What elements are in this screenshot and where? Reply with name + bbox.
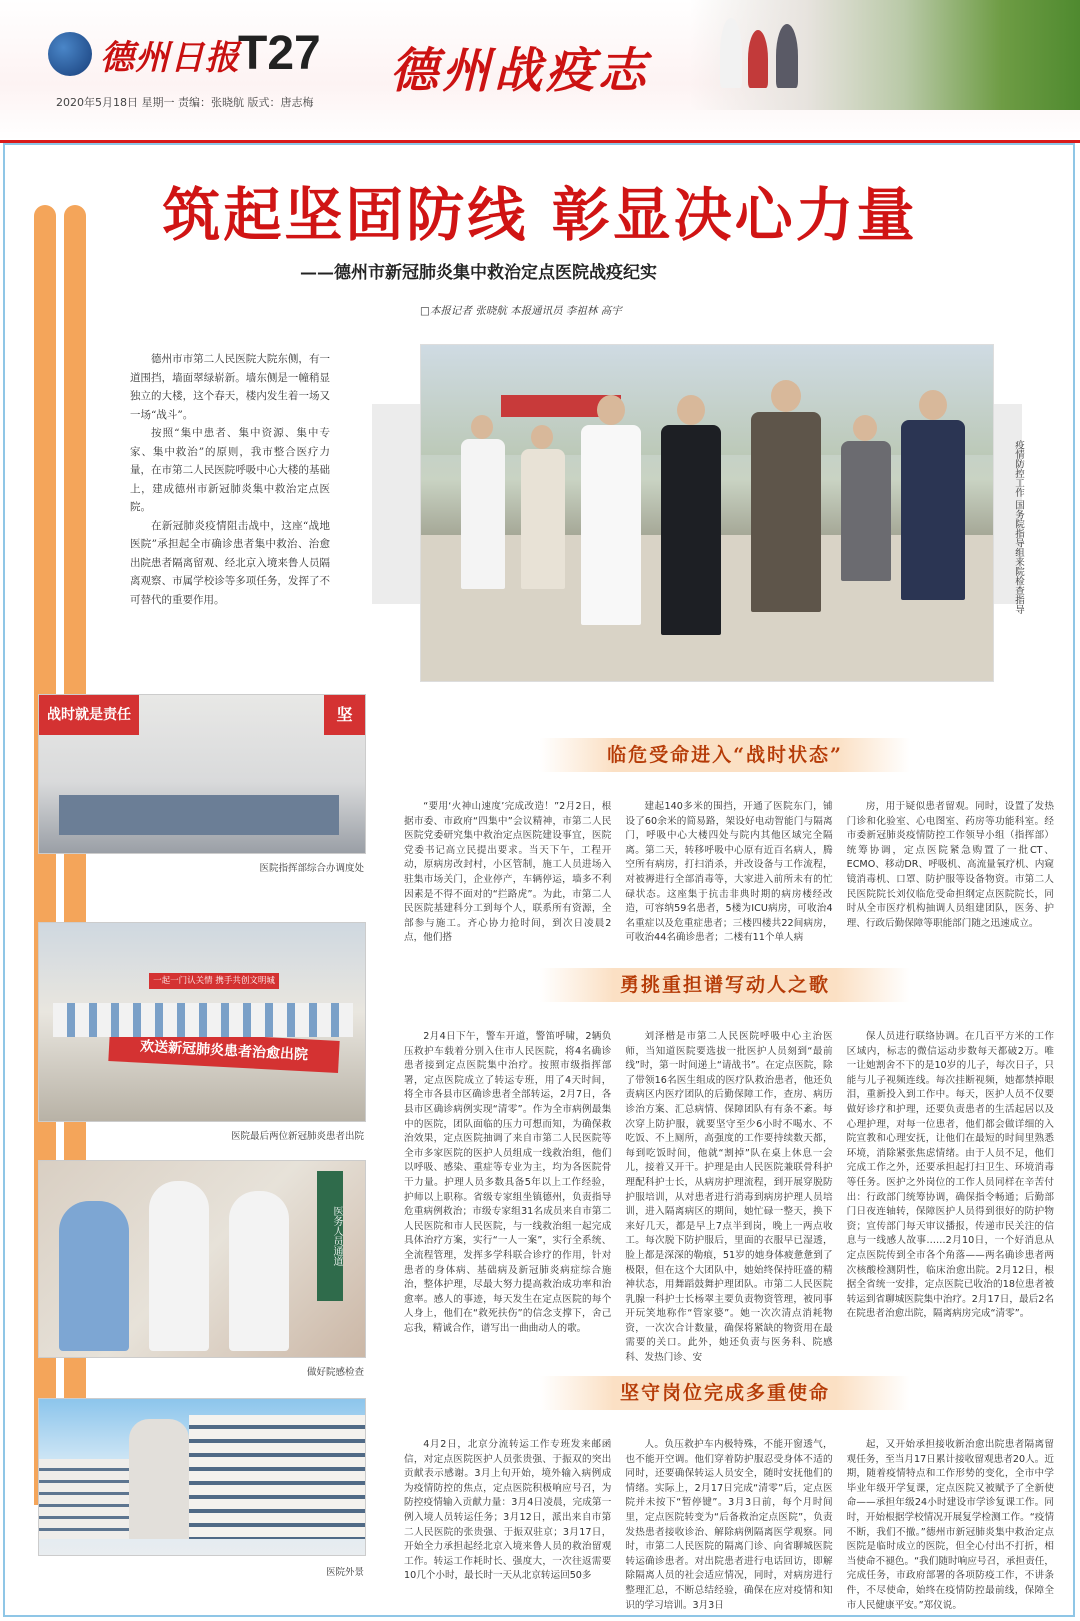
photo-banner: 坚: [324, 695, 365, 735]
body-paragraph: 人。负压救护车内极特殊，不能开窗透气，也不能开空调。他们穿着防护服忍受身体不适的同时，还要确保转运人员安全，随时安抚他们的情绪。实际上，2月17日完成“清零”后，定点医院并未按下“暂停键”。3月3日前，每个月时间里，定点医院转变为“后备救治定点医院”，负责发热患者接收诊治、解除病例隔离医学观察。同时，市第二人民医院的隔离门诊、向省聊城医院转运确诊患者。对出院患者进行电话回访，即解除隔离人员的社会适应情况，同时，对病房进行整理汇总，不断总结经验，确保在应对疫情和知识的学习培训。3月3日: [625, 1439, 833, 1611]
body-paragraph: 2月4日下午，警车开道，警笛呼啸，2辆负压救护车载着分别入住市人民医院，将4名确诊患者接到定点医院集中治疗。按照市级指挥部署，定点医院成立了转运专班，用了4天时间，将全市各县市区确诊患者全部转运，2月7日，各县市区确诊病例实现“清零”。作为全市病例最集中的医院，团队面临的压力可想而知，为确保救治效果，定点医院抽调了来自市第二人民医院等全市多家医院的医护人员组成一线救治组，他们以呼吸、感染、重症等专业为主，均为各医院骨干力量。护理人员多数具备5年以上工作经验，护师以上职称。省级专家组坐镇德州，负责指导危重病例救治；市级专家组31名成员来自市第二人民医院和市人民医院，与一线救治组一起完成具体治疗方案，实行“一人一案”，实行全系统、全流程管理，发挥多学科联合诊疗的作用，针对患者的身体病、基础病及新冠肺炎病症综合施治，整体护理，尽最大努力提高救治成功率和治愈率。感人的事迹，每天发生在定点医院的每个人身上，他们在“救死扶伤”的信念支撑下，舍己忘我，精诚合作，谱写出一曲曲动人的歌。: [404, 1031, 612, 1334]
photo-person: [901, 390, 965, 620]
photo-person: [59, 1201, 129, 1351]
section-body: [404, 800, 1054, 944]
photo-discharge: [38, 922, 366, 1122]
photo-sign: 医务人员通道: [317, 1171, 343, 1301]
section-heading: 坚守岗位完成多重使命: [540, 1376, 910, 1410]
section-body: [404, 1030, 1054, 1364]
photo-building: [39, 1459, 129, 1539]
photo-caption: 做好院感检查: [306, 1367, 364, 1378]
body-paragraph: “要用‘火神山速度’完成改造！”2月2日，根据市委、市政府“四集中”会议精神，市第二人民医院党委研究集中救治定点医院建设事宜，医院党委书记高立民提出要求。当天下午，工程开动，原病房改封村，小区管制，施工人员进场入驻集市场关门，企业停产，车辆停运，墙多不利因素是不得不面对的“拦路虎”。为此，市第二人民医院基建科分工到每个人，联系所有资源，全部参与施工。齐心协力抢时间，到次日凌晨2点，他们搭: [404, 801, 612, 944]
body-paragraph: 保人员进行联络协调。在几百平方米的工作区域内，标志的微信运动步数每天都破2万。唯一让她割舍不下的是10岁的儿子，每次日子，只能与儿子视频连线。每次挂断视频，她都禁掉眼泪，重新投入到工作中。每天，医护人员不仅要做好诊疗和护理，还要负责患者的生活起居以及心理护理，对每一位患者，他们都会做详细的入院宣教和心理安抚，让他们在最短的时间里熟悉环境，消除紧张焦虑情绪。由于人员不足，他们完成工作之外，还要承担起打扫卫生、环境消毒等任务。医护之外岗位的工作人员同样在辛苦付出：行政部门统筹协调，确保指令畅通；后勤部门日夜连轴转，保障医护人员得到很好的防护物资；宣传部门每天审议播报，传递市民关注的信息与一线感人故事……2月10日，一个好消息从定点医院传到全市各个角落——两名确诊患者两次核酸检测阴性，临床治愈出院。2月12日，根据全省统一安排，定点医院已收治的18位患者被转运到省聊城医院集中治疗。2月17日，最后2名在院患者治愈出院，隔离病房完成“清零”。: [846, 1031, 1054, 1320]
dateline: 2020年5月18日 星期一 责编：张晓航 版式：唐志梅: [56, 96, 314, 109]
photo-exterior: [38, 1398, 366, 1556]
byline: □本报记者 张晓航 本报通讯员 李祖林 高宇: [420, 305, 622, 317]
lead-paragraph: 按照“集中患者、集中资源、集中专家、集中救治”的原则，我市整合医疗力量，在市第二人民医院呼吸中心大楼的基础上，建成德州市新冠肺炎集中救治定点医院。: [130, 427, 330, 513]
text-column: [847, 1030, 1054, 1350]
column-title: 德州战疫志: [390, 43, 651, 99]
photo-desks: [59, 795, 339, 835]
photo-building: [189, 1415, 365, 1539]
main-photo: [420, 344, 994, 682]
page-number: T27: [238, 27, 321, 80]
photo-person: [229, 1191, 289, 1351]
text-column: [847, 800, 1054, 940]
photo-person: [461, 415, 505, 625]
photo-banner: 一起一门认关情 携手共创文明城: [149, 973, 279, 989]
masthead-figure: [720, 18, 742, 88]
section-heading: 勇挑重担谱写动人之歌: [540, 968, 910, 1002]
photo-person: [581, 395, 641, 655]
lead-paragraph: 德州市市第二人民医院大院东侧，有一道围挡，墙面翠绿崭新。墙东侧是一幢稍显独立的大楼，这个春天，楼内发生着一场又一场“战斗”。: [130, 353, 330, 421]
photo-banner: 欢送新冠肺炎患者治愈出院: [108, 1029, 339, 1073]
photo-person: [661, 395, 721, 655]
subheadline: ——德州市新冠肺炎集中救治定点医院战疫纪实: [300, 263, 657, 283]
text-column: [404, 1030, 611, 1350]
body-paragraph: 起，又开始承担接收新治愈出院患者隔离留观任务，至当月17日累计接收留观患者20人。近期，随着疫情特点和工作形势的变化，全市中学毕业年级开学复课，定点医院又被赋予了全新使命——承担年级24小时建设市学诊复课工作。同时，开始根据学校情况开展复学检测工作。“疫情不断，我们不撤。”德州市新冠肺炎集中救治定点医院是临时成立的医院，但全心付出不打折，相当使命不褪色。“我们随时响应号召，承担责任，完成任务，市政府部署的各项防疫工作，不讲条件，不尽使命，始终在疫情防控最前线，保障全市人民健康平安。”郑仪说。: [846, 1439, 1054, 1611]
body-paragraph: 刘泽楷是市第二人民医院呼吸中心主治医师，当知道医院要选拔一批医护人员刻到“最前线”时，第一时间递上“请战书”。在定点医院，除了带领16名医生组成的医疗队救治患者，他还负责病区内医疗团队的后勤保障工作，查房、病历诊治方案、汇总病情、保障团队有有条不紊。每次穿上防护服，就要坚守至少6小时不喝水、不吃饭、不上厕所，高强度的工作要持续数天都，每到吃饭时间，他就“割掉”队在桌上休息一会儿，接着又开干。护理是由人民医院兼联骨科护理配科护士长，从病房护理流程，到开展穿脱防护服培训，从对患者进行消毒到病房护理人员培训，进入隔离病区的期间，她忙碌一整天，换下来好几天，都是早上7点半到岗，晚上一两点收工。每次脱下防护服后，里面的衣服早已湿透，脸上都是深深的勒痕，51岁的她身体疲惫惫到了极限，但在这个大团队中，她始终保持旺盛的精神状态，用舞蹈鼓舞护理团队。市第二人民医院乳腺一科护士长杨翠主要负责物资管理，被同事开玩笑地称作“管家婆”。她一次次清点消耗物资，一次次合计数量，确保将紧缺的物资用在最需要的关口。此外，她还负责与医务科、院感科、发热门诊、安: [625, 1031, 833, 1364]
masthead-figure: [748, 30, 768, 88]
masthead-photo: [690, 0, 1080, 110]
main-photo-caption: 疫情防控工作 国务院指导组来院检查指导: [1013, 440, 1024, 615]
text-column: [404, 1438, 611, 1598]
photo-tower: [129, 1419, 189, 1539]
section-heading: 临危受命进入“战时状态”: [540, 738, 910, 772]
newspaper-name: 德州日报: [100, 38, 240, 78]
photo-caption: 医院最后两位新冠肺炎患者出院: [230, 1131, 364, 1142]
photo-staff: [53, 1003, 353, 1037]
photo-person: [841, 415, 891, 615]
section-body: [404, 1438, 1054, 1611]
photo-person: [751, 380, 821, 650]
masthead: [0, 0, 1080, 143]
photo-banner: 战时就是责任: [39, 695, 139, 735]
text-column: [846, 1438, 1054, 1611]
masthead-figure: [776, 24, 798, 88]
photo-caption: 医院外景: [325, 1567, 364, 1578]
body-paragraph: 建起140多米的围挡，开通了医院东门，铺设了60余米的简易路，架设好电动智能门与隔离门，呼吸中心大楼四处与院内其他区域完全隔离。第二天，转移呼吸中心原有近百名病人，腾空所有病房，打扫消杀，并改设备与工作流程，对被褥进行全部消毒等，大家进入前所未有的忙碌状态。这座集于抗击非典时期的病房楼经改造，可容纳59名患者，5楼为ICU病房，可收治4名重症以及危重症患者；三楼四楼共22间病房，可收治44名确诊患者；二楼有11个单人病: [625, 801, 833, 944]
photo-person: [149, 1181, 209, 1351]
photo-command-office: [38, 694, 366, 854]
photo-caption: 医院指挥部综合办调度处: [259, 863, 364, 874]
text-column: [404, 800, 612, 944]
text-column: [625, 1438, 833, 1611]
photo-person: [521, 425, 565, 625]
headline: 筑起坚固防线 彰显决心力量: [162, 181, 918, 249]
photo-inspection: [38, 1160, 366, 1358]
lead-paragraph: 在新冠肺炎疫情阻击战中，这座“战地医院”承担起全市确诊患者集中救治、治愈出院患者隔离留观、经北京入境来鲁人员隔离观察、市属学校诊等多项任务，发挥了不可替代的重要作用。: [130, 519, 330, 606]
text-column: [625, 1030, 833, 1364]
body-paragraph: 4月2日，北京分流转运工作专班发来邮函信，对定点医院医护人员张贵强、于振双的突出贡献表示感谢。3月上旬开始，境外输入病例成为疫情防控的焦点，定点医院积极响应号召，为防控疫情输入贡献力量：3月4日凌晨，完成第一例入境人员转运任务；3月12日，派出来自市第二人民医院的张贵强、于振双驻京；3月17日，开始全力承担起经北京入境来鲁人员的救治留观工作。转运工作耗时长、强度大，一次往返需要10几个小时，最长时一天从北京转运回50多: [404, 1439, 612, 1582]
text-column: [625, 800, 833, 944]
lead-text: [130, 350, 330, 609]
body-paragraph: 房，用于疑似患者留观。同时，设置了发热门诊和化验室、心电图室、药房等功能科室。经市委新冠肺炎疫情防控工作领导小组（指挥部）统筹协调，定点医院紧急购置了一批CT、ECMO、移动DR、呼吸机、高流量氧疗机、内窥镜消毒机、口罩、防护服等设备物资。市第二人民医院院长刘仪临危受命担纲定点医院院长，同时从全市医疗机构抽调人员组建团队，医务、护理、行政后勤保障等职能部门随之迅速成立。: [846, 801, 1054, 929]
newspaper-logo-icon: [48, 32, 92, 76]
